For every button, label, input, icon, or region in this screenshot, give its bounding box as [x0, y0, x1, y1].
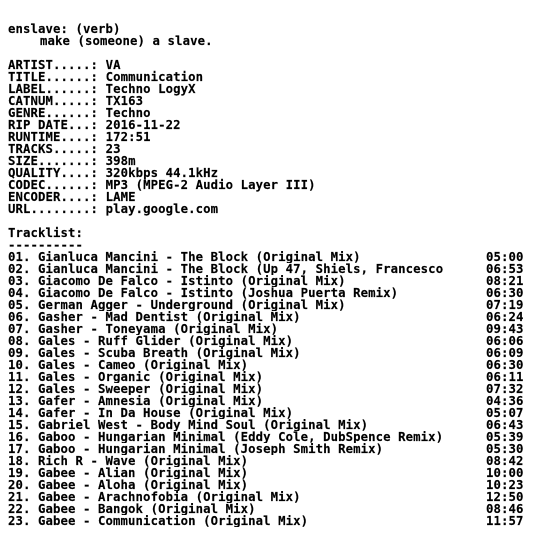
track-row — [8, 503, 532, 515]
track-row — [8, 395, 532, 407]
track-title: 01. Gianluca Mancini - The Block (Original Mix) — [8, 251, 361, 263]
track-row — [8, 311, 532, 323]
track-duration: 05:30 — [486, 442, 524, 456]
track-row — [8, 407, 532, 419]
track-row — [8, 479, 532, 491]
info-value: TX163 — [105, 94, 144, 108]
info-key: RUNTIME....: — [8, 130, 99, 144]
info-value: Techno — [105, 106, 151, 120]
track-duration: 12:50 — [486, 490, 524, 504]
track-row — [8, 299, 532, 311]
track-duration: 04:36 — [486, 394, 524, 408]
info-value: LAME — [105, 190, 136, 204]
track-row — [8, 359, 532, 371]
track-duration: 06:30 — [486, 286, 524, 300]
track-row — [8, 431, 532, 443]
track-title: 16. Gaboo - Hungarian Minimal (Eddy Cole, DubSpence Remix) — [8, 431, 444, 443]
info-value: MP3 (MPEG-2 Audio Layer III) — [105, 178, 316, 192]
info-key: LABEL......: — [8, 82, 99, 96]
info-value: 172:51 — [105, 130, 151, 144]
info-key: ARTIST.....: — [8, 58, 99, 72]
tracklist — [8, 251, 532, 527]
info-value: play.google.com — [105, 202, 219, 216]
track-title: 21. Gabee - Arachnofobia (Original Mix) — [8, 491, 301, 503]
track-duration: 06:24 — [486, 310, 524, 324]
track-duration: 05:07 — [486, 406, 524, 420]
track-row — [8, 443, 532, 455]
track-title: 22. Gabee - Bangok (Original Mix) — [8, 503, 256, 515]
info-value: Communication — [105, 70, 204, 84]
track-row — [8, 371, 532, 383]
track-row — [8, 455, 532, 467]
track-title: 06. Gasher - Mad Dentist (Original Mix) — [8, 311, 301, 323]
track-row — [8, 467, 532, 479]
track-title: 14. Gafer - In Da House (Original Mix) — [8, 407, 294, 419]
info-value: 320kbps 44.1kHz — [105, 166, 219, 180]
track-row — [8, 335, 532, 347]
track-row — [8, 383, 532, 395]
info-key: QUALITY....: — [8, 166, 99, 180]
track-duration: 05:00 — [486, 250, 524, 264]
track-duration: 06:43 — [486, 418, 524, 432]
track-row — [8, 419, 532, 431]
track-title: 23. Gabee - Communication (Original Mix) — [8, 515, 309, 527]
track-title: 07. Gasher - Toneyama (Original Mix) — [8, 323, 279, 335]
track-title: 09. Gales - Scuba Breath (Original Mix) — [8, 347, 301, 359]
track-duration: 08:42 — [486, 454, 524, 468]
track-title: 08. Gales - Ruff Glider (Original Mix) — [8, 335, 294, 347]
info-key: TITLE......: — [8, 70, 99, 84]
info-key: CATNUM.....: — [8, 94, 99, 108]
track-duration: 10:23 — [486, 478, 524, 492]
track-duration: 06:06 — [486, 334, 524, 348]
track-title: 20. Gabee - Aloha (Original Mix) — [8, 479, 249, 491]
track-title: 13. Gafer - Amnesia (Original Mix) — [8, 395, 264, 407]
info-value: Techno LogyX — [105, 82, 196, 96]
info-key: ENCODER....: — [8, 190, 99, 204]
info-key: URL........: — [8, 202, 99, 216]
spacer — [8, 215, 532, 227]
tracklist-underline: ---------- — [8, 238, 84, 252]
info-value: 2016-11-22 — [105, 118, 181, 132]
definition-word: enslave: (verb) — [8, 22, 121, 36]
track-title: 10. Gales - Cameo (Original Mix) — [8, 359, 249, 371]
track-row — [8, 275, 532, 287]
definition-meaning: make (someone) a slave. — [40, 34, 213, 48]
info-key: CODEC......: — [8, 178, 99, 192]
track-duration: 05:39 — [486, 430, 524, 444]
track-title: 02. Gianluca Mancini - The Block (Up 47, Shiels, Francesco — [8, 263, 444, 275]
track-duration: 11:57 — [486, 514, 524, 528]
track-row — [8, 347, 532, 359]
track-duration: 06:30 — [486, 358, 524, 372]
track-row — [8, 323, 532, 335]
info-value: VA — [105, 58, 121, 72]
release-info — [8, 59, 532, 215]
info-key: GENRE......: — [8, 106, 99, 120]
info-value: 23 — [105, 142, 121, 156]
info-key: TRACKS.....: — [8, 142, 99, 156]
nfo-document — [8, 23, 532, 527]
tracklist-heading: Tracklist: — [8, 226, 84, 240]
track-title: 04. Giacomo De Falco - Istinto (Joshua Puerta Remix) — [8, 287, 399, 299]
track-row — [8, 263, 532, 275]
track-duration: 08:46 — [486, 502, 524, 516]
track-row — [8, 491, 532, 503]
info-value: 398m — [105, 154, 136, 168]
track-row — [8, 287, 532, 299]
track-row — [8, 251, 532, 263]
track-row — [8, 515, 532, 527]
track-title: 05. German Agger - Underground (Original Mix) — [8, 299, 346, 311]
track-title: 03. Giacomo De Falco - Istinto (Original Mix) — [8, 275, 346, 287]
info-key: SIZE.......: — [8, 154, 99, 168]
track-title: 19. Gabee - Alian (Original Mix) — [8, 467, 249, 479]
track-title: 11. Gales - Organic (Original Mix) — [8, 371, 264, 383]
track-duration: 08:21 — [486, 274, 524, 288]
track-title: 15. Gabriel West - Body Mind Soul (Original Mix) — [8, 419, 369, 431]
track-duration: 06:53 — [486, 262, 524, 276]
track-duration: 07:32 — [486, 382, 524, 396]
track-duration: 10:00 — [486, 466, 524, 480]
info-key: RIP DATE...: — [8, 118, 99, 132]
track-duration: 06:11 — [486, 370, 524, 384]
track-title: 18. Rich R - Wave (Original Mix) — [8, 455, 249, 467]
track-duration: 07:19 — [486, 298, 524, 312]
track-title: 17. Gaboo - Hungarian Minimal (Joseph Smith Remix) — [8, 443, 384, 455]
track-duration: 06:09 — [486, 346, 524, 360]
info-row — [8, 203, 532, 215]
track-title: 12. Gales - Sweeper (Original Mix) — [8, 383, 264, 395]
track-duration: 09:43 — [486, 322, 524, 336]
